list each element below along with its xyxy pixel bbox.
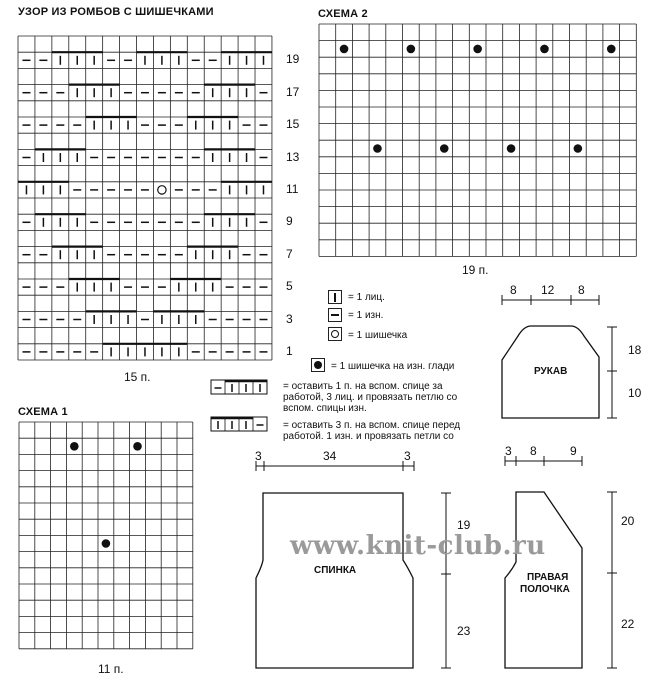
sleeve-side-dim-2: 10 [628,386,642,400]
scheme2-title: СХЕМА 2 [318,8,368,20]
pattern-row-label: 19 [285,52,300,67]
pattern-width-label: 15 п. [124,370,151,384]
pattern-row-label: 3 [285,311,293,326]
legend-cross-right-line2: работой. 1 изн. и провязать петли со [283,431,454,442]
legend-bobble-text: = 1 шишечка [348,330,408,341]
sleeve-top-dim-1: 8 [510,283,517,297]
pattern-row-label: 15 [285,117,300,132]
front-top-dim-2: 8 [530,444,537,458]
pattern-row-label: 1 [285,343,293,358]
legend-cross-left-line2: работой, 3 лиц. и провязать петлю со [283,392,458,403]
back-top-dim-2: 34 [323,449,337,463]
scheme1-title: СХЕМА 1 [18,406,68,418]
front-label-line2: ПОЛОЧКА [520,584,570,595]
pattern-row-label: 17 [285,84,300,99]
legend-bobble-rev-text: = 1 шишечка на изн. глади [331,361,455,372]
front-side-dim-2: 22 [621,617,635,631]
back-top-dim-1: 3 [255,449,262,463]
pattern-row-label: 7 [285,246,293,261]
watermark-logo: www.knit-club.ru [290,531,546,561]
front-top-dim-3: 9 [570,444,577,458]
legend-cross-left-line1: = оставить 1 п. на вспом. спице за [283,381,443,392]
pattern-row-label: 13 [285,149,300,164]
scheme2-width-label: 19 п. [462,263,489,277]
sleeve-top-dim-2: 12 [541,283,555,297]
back-label: СПИНКА [314,565,357,576]
front-label-line1: ПРАВАЯ [527,572,569,583]
back-outline [256,493,413,668]
back-top-dim-3: 3 [404,449,411,463]
sleeve-label: РУКАВ [534,366,568,377]
back-side-dim-1: 19 [457,518,471,532]
pattern-title: УЗОР ИЗ РОМБОВ С ШИШЕЧКАМИ [18,6,214,18]
sleeve-side-dim-1: 18 [628,343,642,357]
pattern-row-label: 11 [285,181,299,196]
legend-cross-right-line1: = оставить 3 п. на вспом. спице перед [283,420,461,431]
legend-knit-text: = 1 лиц. [348,292,385,303]
front-top-dim-1: 3 [505,444,512,458]
legend-cross-left-line3: вспом. спицы изн. [283,403,367,414]
sleeve-top-dim-3: 8 [578,283,585,297]
pattern-row-label: 9 [285,214,293,229]
scheme1-width-label: 11 п. [98,662,124,676]
back-side-dim-2: 23 [457,624,471,638]
pattern-row-label: 5 [285,279,293,294]
front-side-dim-1: 20 [621,514,635,528]
legend-purl-text: = 1 изн. [348,310,384,321]
